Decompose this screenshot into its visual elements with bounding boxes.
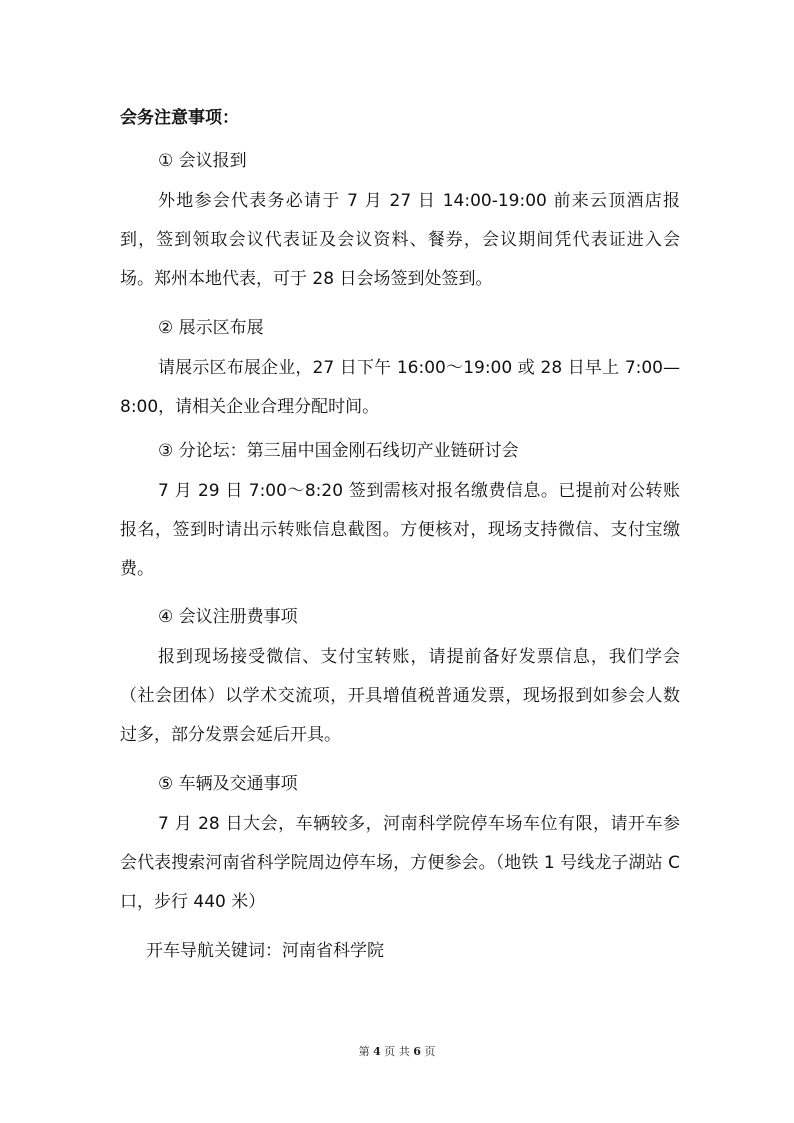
section-1-title: ① 会议报到 [158, 151, 247, 171]
section-4-title: ④ 会议注册费事项 [158, 607, 298, 627]
page-footer [0, 1043, 794, 1059]
section-5-title: ⑤ 车辆及交通事项 [158, 774, 298, 794]
footer-total-pages: 6 [413, 1045, 421, 1058]
section-3-title: ③ 分论坛：第三届中国金刚石线切产业链研讨会 [158, 441, 519, 461]
footer-middle: 页 共 [384, 1045, 410, 1058]
footer-suffix: 页 [424, 1045, 436, 1058]
footer-prefix: 第 [358, 1045, 370, 1058]
notice-heading: 会务注意事项： [120, 108, 239, 128]
footer-current-page: 4 [373, 1045, 381, 1058]
section-1-body: 外地参会代表务必请于 7 月 27 日 14:00-19:00 前来云顶酒店报到，签到领取会议代表证及会议资料、餐券，会议期间凭代表证进入会场。郑州本地代表，可于 28 日会场签到处签到。 [120, 191, 680, 289]
section-5-body: 7 月 28 日大会，车辆较多，河南科学院停车场车位有限，请开车参会代表搜索河南省科学院周边停车场，方便参会。（地铁 1 号线龙子湖站 C 口，步行 440 米） [120, 814, 680, 912]
section-4-body: 报到现场接受微信、支付宝转账，请提前备好发票信息，我们学会（社会团体）以学术交流项，开具增值税普通发票，现场报到如参会人数过多，部分发票会延后开具。 [120, 647, 680, 745]
section-2-body: 请展示区布展企业，27 日下午 16:00～19:00 或 28 日早上 7:00—8:00，请相关企业合理分配时间。 [120, 358, 680, 417]
section-3-body: 7 月 29 日 7:00～8:20 签到需核对报名缴费信息。已提前对公转账报名，签到时请出示转账信息截图。方便核对，现场支持微信、支付宝缴费。 [120, 481, 680, 579]
section-2-title: ② 展示区布展 [158, 318, 264, 338]
navigation-note: 开车导航关键词：河南省科学院 [146, 941, 384, 961]
